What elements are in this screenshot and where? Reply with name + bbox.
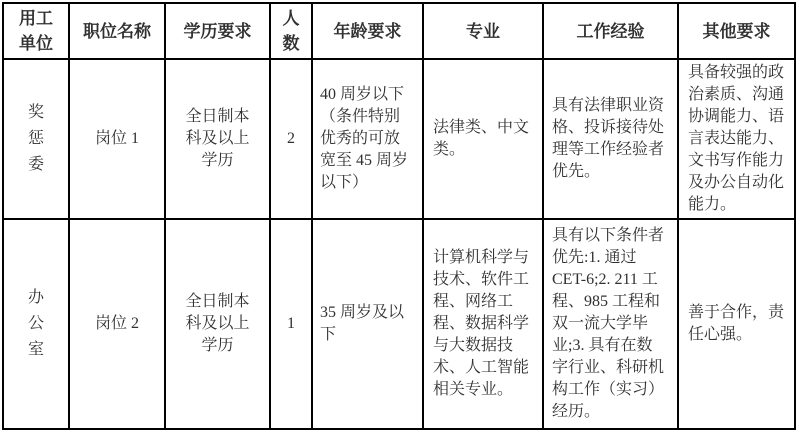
- cell-r2-count: 1: [270, 219, 312, 429]
- cell-r1-other: 具备较强的政治素质、沟通协调能力、语言表达能力、文书写作能力及办公自动化能力。: [678, 59, 795, 219]
- header-label-count: 人数: [282, 9, 300, 53]
- cell-r1-education: 全日制本科及以上学历: [165, 59, 270, 219]
- cell-r1-unit: 奖惩委: [3, 59, 69, 219]
- cell-r1-major: 法律类、中文类。: [423, 59, 543, 219]
- cell-r2-other: 善于合作，责任心强。: [678, 219, 795, 429]
- cell-r1-count: 2: [270, 59, 312, 219]
- cell-r1-experience: 具有法律职业资格、投诉接待处理等工作经验者优先。: [543, 59, 678, 219]
- header-label-position: 职位名称: [83, 21, 151, 41]
- header-label-age: 年龄要求: [333, 21, 402, 41]
- recruitment-table: [2, 2, 796, 430]
- header-cell-count: [270, 3, 312, 59]
- cell-r2-experience: 具有以下条件者优先:1. 通过 CET-6;2. 211 工程、985 工程和双一流大学毕业;3. 具有在数字行业、科研机构工作（实习）经历。: [543, 219, 678, 429]
- header-cell-major: [423, 3, 543, 59]
- header-label-other: 其他要求: [702, 21, 771, 41]
- header-cell-experience: [543, 3, 678, 59]
- cell-r2-age: 35 周岁及以下: [312, 219, 423, 429]
- cell-r2-education: 全日制本科及以上学历: [165, 219, 270, 429]
- table-row-position2: [3, 219, 795, 429]
- header-cell-age: [312, 3, 423, 59]
- header-cell-other: [678, 3, 795, 59]
- cell-r2-unit: 办公室: [3, 219, 69, 429]
- header-cell-unit: [3, 3, 69, 59]
- header-row: [3, 3, 795, 59]
- table-row-position1: [3, 59, 795, 219]
- header-cell-position: [69, 3, 165, 59]
- header-label-education: 学历要求: [183, 21, 252, 41]
- cell-r1-age: 40 周岁以下（条件特别优秀的可放宽至 45 周岁以下）: [312, 59, 423, 219]
- cell-r1-position: 岗位 1: [69, 59, 165, 219]
- header-cell-education: [165, 3, 270, 59]
- header-label-unit: 用工单位: [19, 9, 53, 53]
- header-label-experience: 工作经验: [576, 21, 645, 41]
- cell-r2-major: 计算机科学与技术、软件工程、网络工程、数据科学与大数据技术、人工智能相关专业。: [423, 219, 543, 429]
- cell-r2-position: 岗位 2: [69, 219, 165, 429]
- header-label-major: 专业: [466, 21, 500, 41]
